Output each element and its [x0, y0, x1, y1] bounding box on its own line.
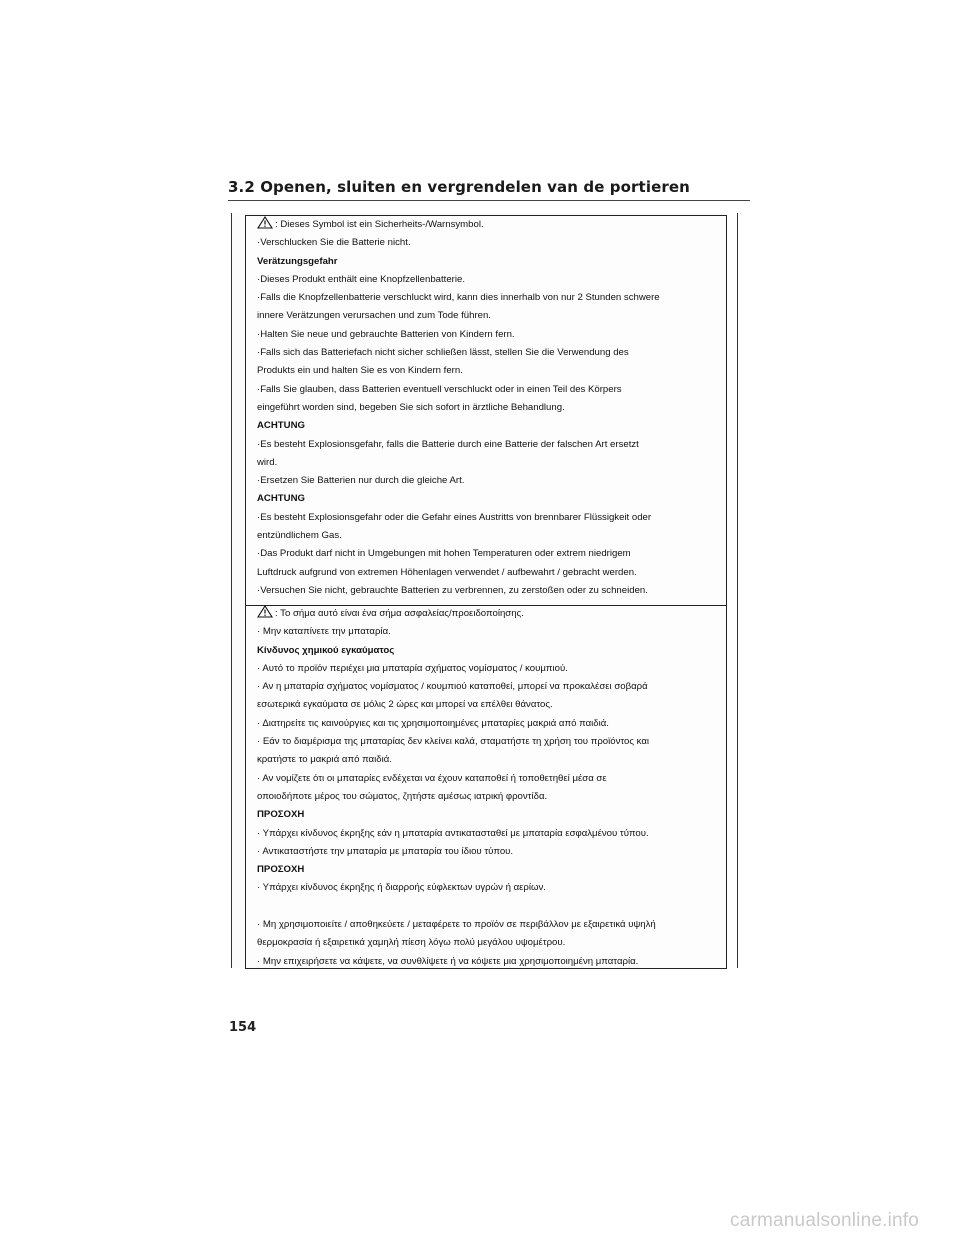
warning-heading: Κίνδυνος χημικού εγκαύματος [257, 644, 395, 656]
warning-line: ·Falls die Knopfzellenbatterie verschluckt wird, kann dies innerhalb von nur 2 Stunden schwere [257, 292, 660, 304]
warning-line: entzündlichem Gas. [257, 530, 342, 542]
warning-line [257, 898, 717, 916]
warning-line: ·Das Produkt darf nicht in Umgebungen mit hohen Temperaturen oder extrem niedrigem [257, 548, 631, 560]
warning-heading: ACHTUNG [257, 420, 305, 432]
scan-edge-right [737, 213, 738, 968]
warning-line: ·Es besteht Explosionsgefahr, falls die Batterie durch eine Batterie der falschen Art ersetzt [257, 438, 639, 450]
warning-line: ·Versuchen Sie nicht, gebrauchte Batterien zu verbrennen, zu zerstoßen oder zu schneiden. [257, 584, 648, 596]
page-number: 154 [229, 1020, 257, 1035]
warning-line: ·Dieses Produkt enthält eine Knopfzellenbatterie. [257, 273, 465, 285]
warning-line: eingeführt worden sind, begeben Sie sich sofort in ärztliche Behandlung. [257, 401, 565, 413]
greek-symbol-note [257, 605, 717, 623]
section-title: 3.2 Openen, sluiten en vergrendelen van de portieren [228, 178, 690, 196]
greek-warning-text [257, 605, 717, 971]
warning-line: θερμοκρασία ή εξαιρετικά χαμηλή πίεση λόγω πολύ μεγάλου υψομέτρου. [257, 937, 566, 949]
warning-line: ·Es besteht Explosionsgefahr oder die Gefahr eines Austritts von brennbarer Flüssigkeit oder [257, 511, 652, 523]
german-warning-text [257, 216, 717, 600]
warning-line: Luftdruck aufgrund von extremen Höhenlagen verwendet / aufbewahrt / gebracht werden. [257, 566, 637, 578]
warning-line: · Μη χρησιμοποιείτε / αποθηκεύετε / μεταφέρετε το προϊόν σε περιβάλλον με εξαιρετικά υψηλή [257, 919, 656, 931]
section-header [228, 178, 750, 196]
greek-symbol-note-text: : Το σήμα αυτό είναι ένα σήμα ασφαλείας/προειδοποίησης. [275, 608, 524, 619]
warning-line: · Υπάρχει κίνδυνος έκρηξης ή διαρροής εύφλεκτων υγρών ή αερίων. [257, 882, 546, 894]
warning-line: innere Verätzungen verursachen und zum Tode führen. [257, 310, 491, 322]
warning-heading: ΠΡΟΣΟΧΗ [257, 809, 305, 821]
header-rule [228, 200, 750, 201]
german-symbol-note-text: : Dieses Symbol ist ein Sicherheits-/Warnsymbol. [275, 219, 484, 230]
warning-line: · Εάν το διαμέρισμα της μπαταρίας δεν κλείνει καλά, σταματήστε τη χρήση του προϊόντος και [257, 736, 650, 748]
warning-line: εσωτερικά εγκαύματα σε μόλις 2 ώρες και μπορεί να επέλθει θάνατος. [257, 699, 553, 711]
warning-line: · Αντικαταστήστε την μπαταρία με μπαταρία του ίδιου τύπου. [257, 845, 514, 857]
scan-edge-left [231, 213, 232, 968]
warning-heading: ΠΡΟΣΟΧΗ [257, 864, 305, 876]
warning-line: ·Falls sich das Batteriefach nicht sicher schließen lässt, stellen Sie die Verwendung des [257, 347, 629, 359]
warning-line: · Αν νομίζετε ότι οι μπαταρίες ενδέχεται να έχουν καταποθεί ή τοποθετηθεί μέσα σε [257, 772, 607, 784]
warning-triangle-icon [257, 216, 273, 229]
german-symbol-note [257, 216, 717, 234]
warning-line: κρατήστε το μακριά από παιδιά. [257, 754, 392, 766]
watermark: carmanualsonline.info [730, 1210, 920, 1231]
warning-line: ·Falls Sie glauben, dass Batterien eventuell verschluckt oder in einen Teil des Körpers [257, 383, 622, 395]
warning-line: οποιοδήποτε μέρος του σώματος, ζητήστε αμέσως ιατρική φροντίδα. [257, 790, 548, 802]
warning-line: · Διατηρείτε τις καινούργιες και τις χρησιμοποιημένες μπαταρίες μακριά από παιδιά. [257, 717, 609, 729]
warning-triangle-icon [257, 605, 273, 618]
warning-heading: Verätzungsgefahr [257, 255, 338, 267]
warning-line: wird. [257, 456, 278, 468]
warning-line: · Αν η μπαταρία σχήματος νομίσματος / κουμπιού καταποθεί, μπορεί να προκαλέσει σοβαρά [257, 681, 648, 693]
warning-line: Produkts ein und halten Sie es von Kindern fern. [257, 365, 463, 377]
warning-line: · Υπάρχει κίνδυνος έκρηξης εάν η μπαταρία αντικατασταθεί με μπαταρία εσφαλμένου τύπου. [257, 827, 649, 839]
warning-line: ·Ersetzen Sie Batterien nur durch die gleiche Art. [257, 475, 465, 487]
warning-line: · Αυτό το προϊόν περιέχει μια μπαταρία σχήματος νομίσματος / κουμπιού. [257, 662, 568, 674]
warning-line: · Μην καταπίνετε την μπαταρία. [257, 626, 391, 638]
warning-line: ·Halten Sie neue und gebrauchte Batterien von Kindern fern. [257, 328, 515, 340]
warning-line: · Μην επιχειρήσετε να κάψετε, να συνθλίψετε ή να κόψετε μια χρησιμοποιημένη μπαταρία. [257, 955, 639, 967]
warning-heading: ACHTUNG [257, 493, 305, 505]
warning-line: ·Verschlucken Sie die Batterie nicht. [257, 237, 411, 249]
